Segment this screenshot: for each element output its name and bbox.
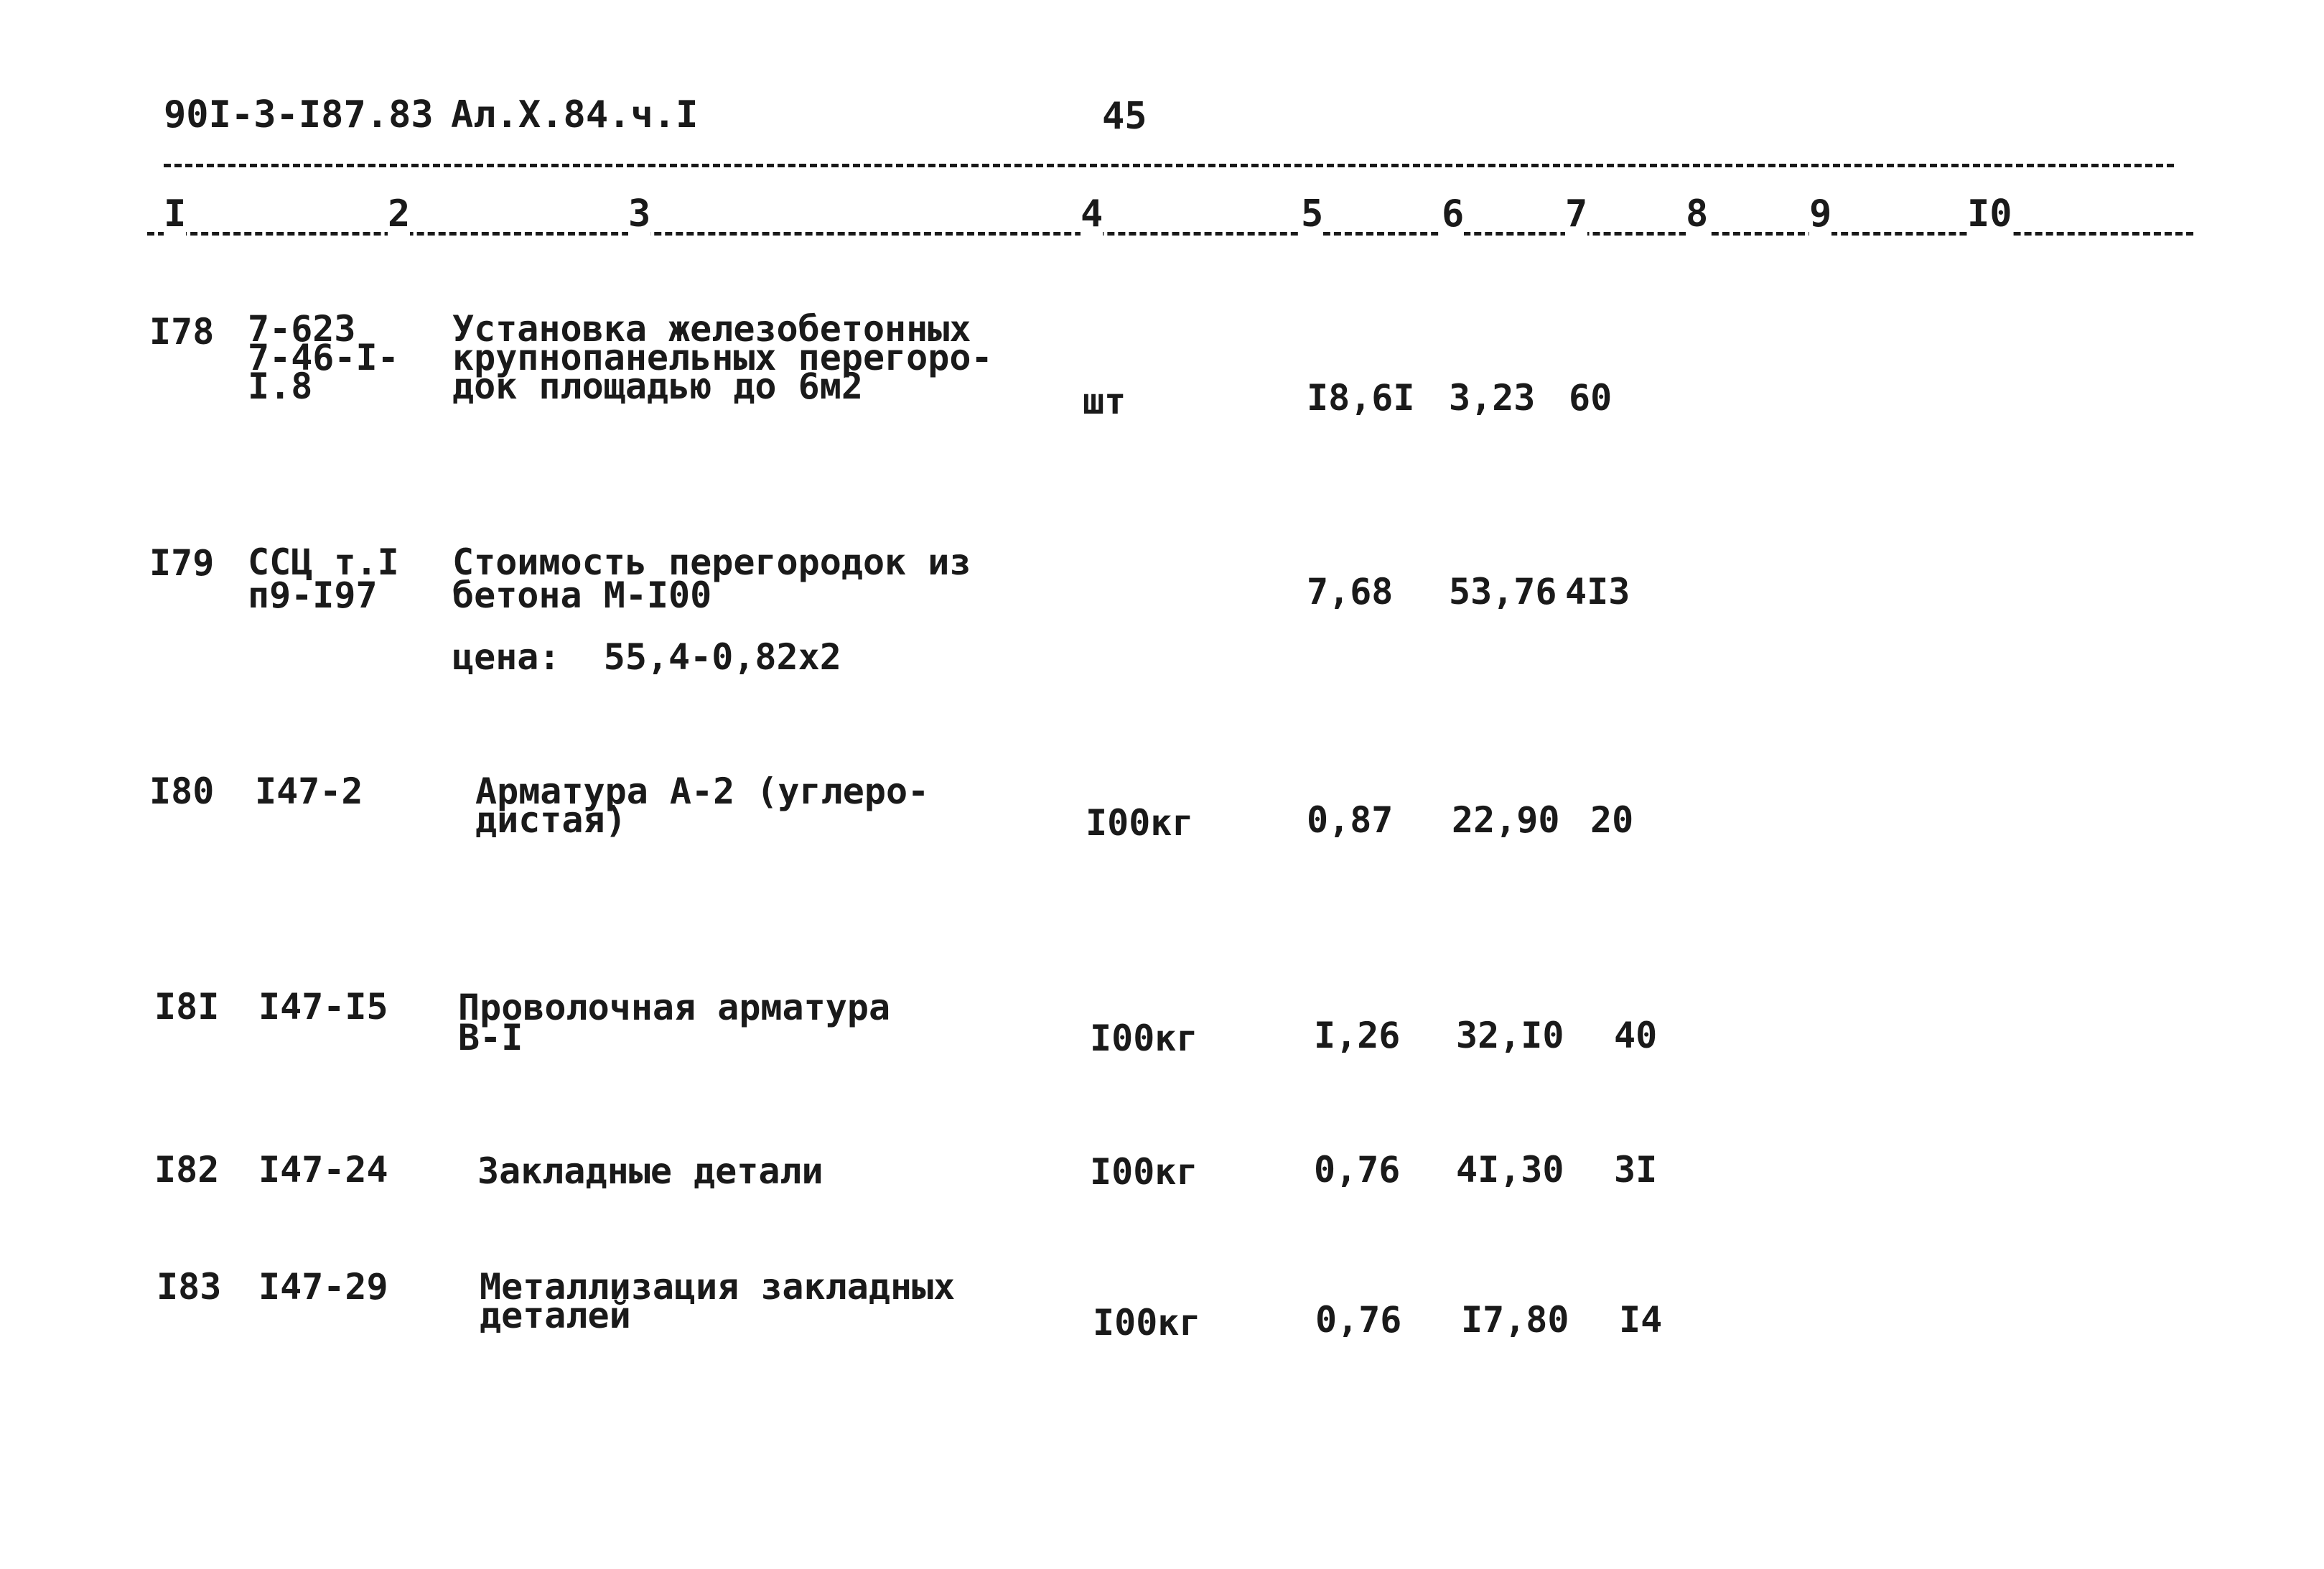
column-number-7: 7: [1565, 192, 1588, 236]
row-total: 3I: [1614, 1149, 1658, 1191]
row-unit-price: 22,90: [1452, 799, 1560, 841]
row-total: 20: [1590, 799, 1634, 841]
column-number-5: 5: [1301, 192, 1324, 236]
row-price-note: цена: 55,4-0,82х2: [452, 636, 841, 678]
column-number-4: 4: [1081, 192, 1103, 236]
column-header-underline: [147, 232, 2193, 236]
header-divider: [164, 164, 2174, 167]
column-number-9: 9: [1809, 192, 1832, 236]
row-unit: I00кг: [1090, 1151, 1198, 1193]
row-number: I82: [154, 1149, 220, 1191]
row-total: 40: [1614, 1015, 1658, 1056]
row-description: Установка железобетонных крупнопанельных перегоро- док площадью до 6м2: [452, 308, 993, 407]
row-number: I83: [157, 1266, 222, 1308]
row-unit: I00кг: [1093, 1302, 1201, 1344]
row-quantity: 7,68: [1307, 571, 1394, 613]
column-number-1: I: [164, 192, 187, 236]
page-number: 45: [1102, 95, 1147, 138]
row-quantity: 0,76: [1315, 1299, 1402, 1341]
column-number-3: 3: [628, 192, 651, 236]
row-unit-price: 53,76: [1449, 571, 1557, 613]
row-number: I8I: [154, 986, 220, 1028]
row-quantity: 0,76: [1314, 1149, 1401, 1191]
row-norm-code: I47-24: [258, 1149, 388, 1191]
column-number-8: 8: [1686, 192, 1709, 236]
column-number-6: 6: [1442, 192, 1465, 236]
row-norm-code: I47-I5: [258, 986, 388, 1028]
row-description: Металлизация закладных деталей: [480, 1266, 956, 1336]
row-unit: шт: [1083, 381, 1126, 422]
row-unit-price: 3,23: [1449, 377, 1536, 419]
row-unit-price: 32,I0: [1456, 1015, 1564, 1056]
row-unit-price: I7,80: [1461, 1299, 1569, 1341]
row-norm-code: I47-29: [258, 1266, 388, 1308]
row-quantity: I,26: [1314, 1015, 1401, 1056]
row-unit: I00кг: [1086, 802, 1194, 844]
row-norm-code: I47-2: [255, 770, 363, 812]
row-description: Закладные детали: [477, 1150, 823, 1192]
row-number: I78: [149, 311, 215, 353]
document-code: 90I-3-I87.83: [164, 93, 434, 136]
column-number-2: 2: [388, 192, 411, 236]
row-description: Проволочная арматура В-I: [458, 987, 891, 1058]
column-number-10: I0: [1967, 192, 2012, 236]
row-norm-code: 7-623 7-46-I- I.8: [248, 308, 399, 407]
row-unit: I00кг: [1090, 1018, 1198, 1059]
row-number: I79: [149, 542, 215, 584]
row-total: 4I3: [1565, 571, 1630, 613]
row-description: Стоимость перегородок из бетона М-I00: [452, 541, 971, 616]
row-unit-price: 4I,30: [1456, 1149, 1564, 1191]
row-total: 60: [1569, 377, 1613, 419]
row-number: I80: [149, 770, 215, 812]
row-norm-code: ССЦ т.I п9-I97: [248, 541, 399, 616]
row-description: Арматура А-2 (углеро- дистая): [475, 770, 930, 841]
album-reference: Ал.Х.84.ч.I: [451, 93, 699, 136]
row-total: I4: [1619, 1299, 1663, 1341]
row-quantity: I8,6I: [1307, 377, 1415, 419]
row-quantity: 0,87: [1307, 799, 1394, 841]
